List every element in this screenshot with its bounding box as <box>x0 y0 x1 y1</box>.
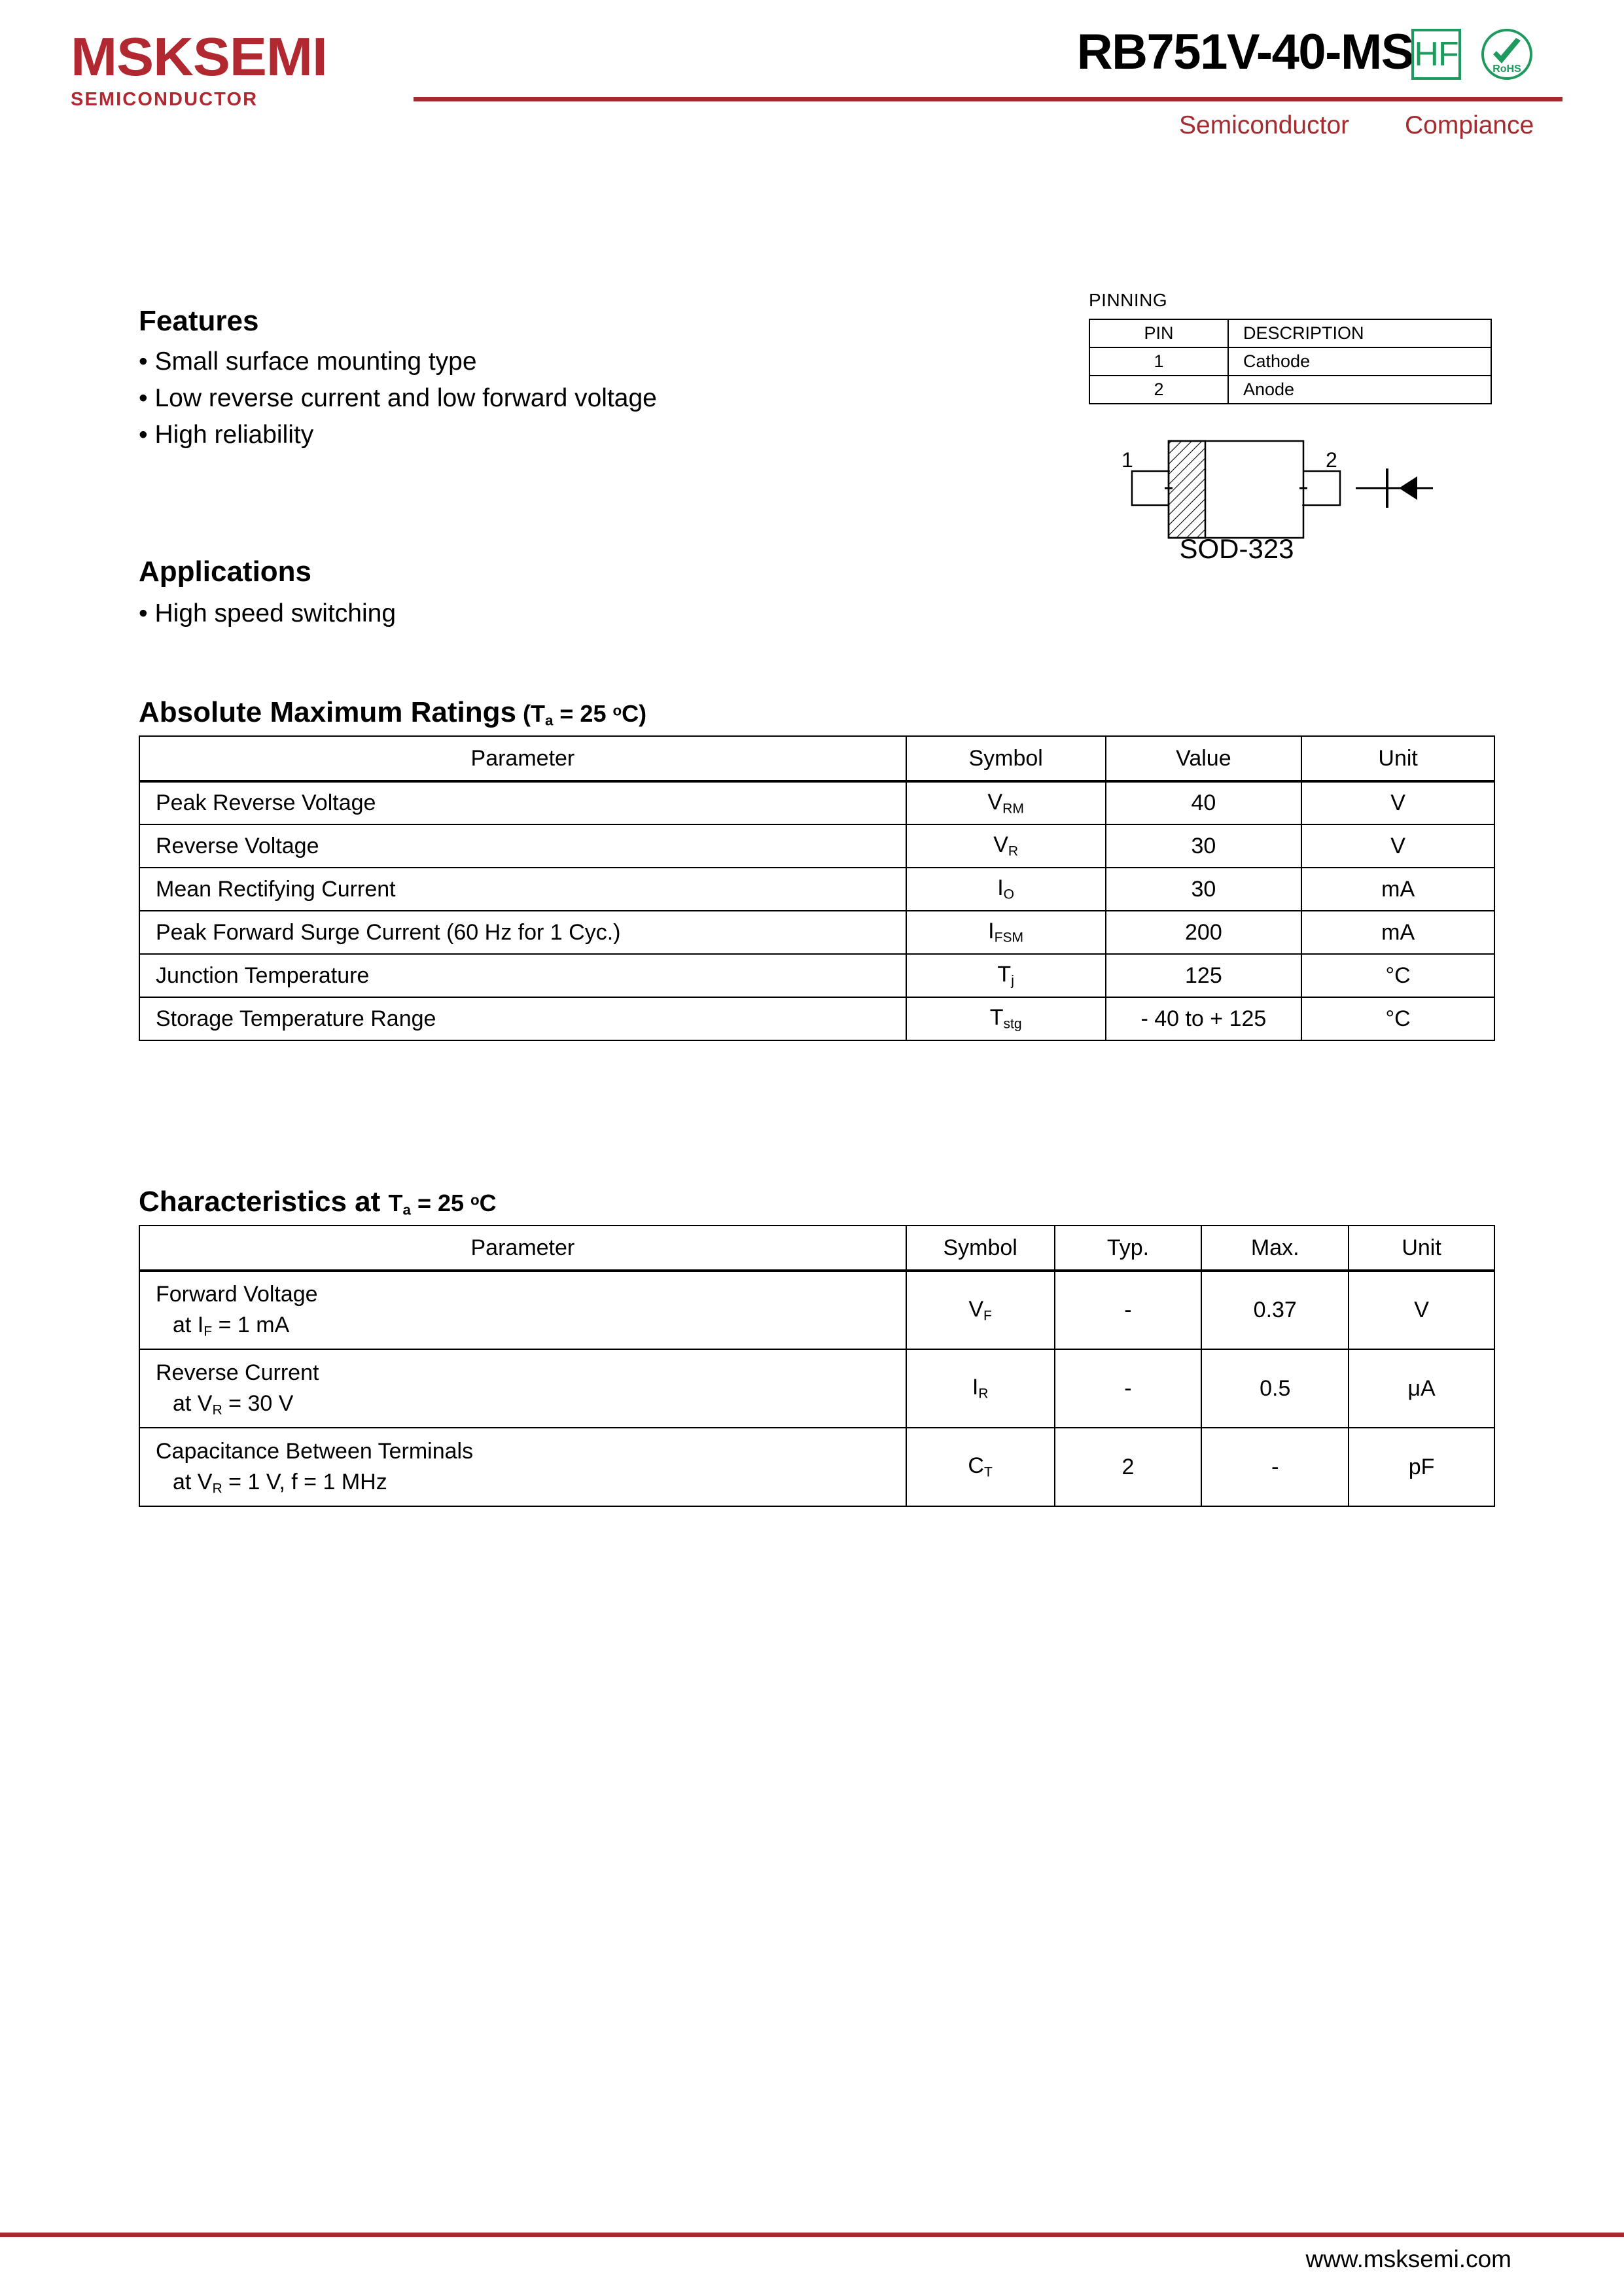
header-divider-rule <box>414 97 1562 101</box>
column-header-typ: Typ. <box>1055 1226 1202 1271</box>
cell-unit: mA <box>1301 911 1494 954</box>
parameter-line-1: Reverse Current <box>156 1360 319 1385</box>
column-header-value: Value <box>1106 736 1302 781</box>
parameter-line-1: Forward Voltage <box>156 1282 318 1307</box>
table-row <box>1089 347 1491 376</box>
cell-value: 200 <box>1106 911 1302 954</box>
cell-parameter <box>139 1349 906 1428</box>
parameter-line-2: at $I_F = 1$ mA <box>173 1313 290 1339</box>
header-tagline-compliance: Compiance <box>1405 111 1534 139</box>
logo-wordmark: MSKSEMI <box>71 26 327 87</box>
characteristics-heading-condition: $T_a = 25$ $^o$C <box>388 1190 497 1218</box>
list-item: • Low reverse current and low forward voltage <box>139 384 657 413</box>
cell-pin: 2 <box>1089 376 1228 404</box>
cell-typ: - <box>1055 1271 1202 1349</box>
features-list <box>139 344 657 453</box>
cell-value: - 40 to + 125 <box>1106 997 1302 1040</box>
rohs-icon <box>1480 27 1534 81</box>
cell-symbol: $V_{RM}$ <box>906 781 1106 824</box>
cell-description: Anode <box>1228 376 1491 404</box>
parameter-line-2: at $V_R = 30$ V <box>173 1390 294 1418</box>
abs-max-heading-condition: ($T_a = 25$ $^o$C) <box>522 700 647 729</box>
pin1-marker-label: 1 <box>1121 448 1133 472</box>
cell-parameter: Peak Reverse Voltage <box>139 781 906 824</box>
table-row <box>139 1349 1494 1428</box>
column-header-unit: Unit <box>1349 1226 1494 1271</box>
column-header-pin: PIN <box>1089 319 1228 347</box>
table-row <box>139 911 1494 954</box>
cell-parameter: Junction Temperature <box>139 954 906 997</box>
table-row <box>139 824 1494 868</box>
cell-unit: °C <box>1301 997 1494 1040</box>
abs-max-heading <box>139 696 646 730</box>
characteristics-table <box>139 1225 1495 1507</box>
footer-website-url[interactable]: www.msksemi.com <box>1305 2246 1511 2272</box>
table-row <box>139 1428 1494 1506</box>
cell-unit: V <box>1301 824 1494 868</box>
cell-symbol: $I_O$ <box>906 868 1106 911</box>
cell-parameter: Mean Rectifying Current <box>139 868 906 911</box>
logo-tagline: SEMICONDUCTOR <box>71 88 258 110</box>
cell-max: - <box>1201 1428 1349 1506</box>
column-header-symbol: Symbol <box>906 1226 1055 1271</box>
column-header-unit: Unit <box>1301 736 1494 781</box>
hf-badge-label: HF <box>1414 35 1458 73</box>
parameter-line-2: at $V_R = 1$ V, f = 1 MHz <box>173 1469 387 1496</box>
cell-pin: 1 <box>1089 347 1228 376</box>
characteristics-heading-main: Characteristics at <box>139 1186 389 1218</box>
svg-text:RoHS: RoHS <box>1492 63 1521 75</box>
table-header-row <box>139 1226 1494 1271</box>
page-title: RB751V-40-MS <box>1076 24 1413 80</box>
company-logo <box>71 26 372 111</box>
cell-symbol: $C_T$ <box>906 1428 1055 1506</box>
column-header-parameter: Parameter <box>139 1226 906 1271</box>
cell-parameter <box>139 1271 906 1349</box>
cell-symbol: $I_{FSM}$ <box>906 911 1106 954</box>
package-name-label: SOD-323 <box>1179 533 1294 564</box>
table-row <box>139 997 1494 1040</box>
pin2-marker-label: 2 <box>1326 448 1337 472</box>
pinning-table <box>1089 319 1492 404</box>
cell-symbol: $T_j$ <box>906 954 1106 997</box>
footer-divider-rule <box>0 2233 1624 2237</box>
list-item: • High reliability <box>139 421 314 450</box>
table-header-row <box>1089 319 1491 347</box>
cell-value: 40 <box>1106 781 1302 824</box>
cell-typ: - <box>1055 1349 1202 1428</box>
cell-value: 125 <box>1106 954 1302 997</box>
list-item: • Small surface mounting type <box>139 347 477 376</box>
halogen-free-icon <box>1411 29 1461 80</box>
table-row <box>139 1271 1494 1349</box>
features-heading: Features <box>139 305 259 337</box>
cell-value: 30 <box>1106 824 1302 868</box>
applications-heading: Applications <box>139 556 312 588</box>
column-header-parameter: Parameter <box>139 736 906 781</box>
cell-parameter: Peak Forward Surge Current (60 Hz for 1 Cyc.) <box>139 911 906 954</box>
cell-unit: V <box>1349 1271 1494 1349</box>
cell-unit: °C <box>1301 954 1494 997</box>
cell-unit: V <box>1301 781 1494 824</box>
characteristics-heading <box>139 1186 497 1219</box>
absolute-maximum-ratings-table <box>139 735 1495 1041</box>
cell-max: 0.37 <box>1201 1271 1349 1349</box>
cell-unit: mA <box>1301 868 1494 911</box>
column-header-max: Max. <box>1201 1226 1349 1271</box>
abs-max-heading-main: Absolute Maximum Ratings <box>139 696 516 728</box>
list-item: • High speed switching <box>139 599 397 627</box>
column-header-description: DESCRIPTION <box>1228 319 1491 347</box>
pinning-label: PINNING <box>1089 290 1168 310</box>
cell-unit: μA <box>1349 1349 1494 1428</box>
cell-typ: 2 <box>1055 1428 1202 1506</box>
table-header-row <box>139 736 1494 781</box>
cell-parameter: Storage Temperature Range <box>139 997 906 1040</box>
table-row <box>139 781 1494 824</box>
cell-description: Cathode <box>1228 347 1491 376</box>
cell-symbol: $T_{stg}$ <box>906 997 1106 1040</box>
parameter-line-1: Capacitance Between Terminals <box>156 1438 474 1464</box>
table-row <box>1089 376 1491 404</box>
applications-list <box>139 595 396 632</box>
cell-max: 0.5 <box>1201 1349 1349 1428</box>
cell-symbol: $V_R$ <box>906 824 1106 868</box>
cell-parameter <box>139 1428 906 1506</box>
table-row <box>139 868 1494 911</box>
table-row <box>139 954 1494 997</box>
cell-symbol: $V_F$ <box>906 1271 1055 1349</box>
cell-unit: pF <box>1349 1428 1494 1506</box>
column-header-symbol: Symbol <box>906 736 1106 781</box>
cell-symbol: $I_R$ <box>906 1349 1055 1428</box>
cell-value: 30 <box>1106 868 1302 911</box>
header-tagline-semiconductor: Semiconductor <box>1179 111 1350 139</box>
cell-parameter: Reverse Voltage <box>139 824 906 868</box>
